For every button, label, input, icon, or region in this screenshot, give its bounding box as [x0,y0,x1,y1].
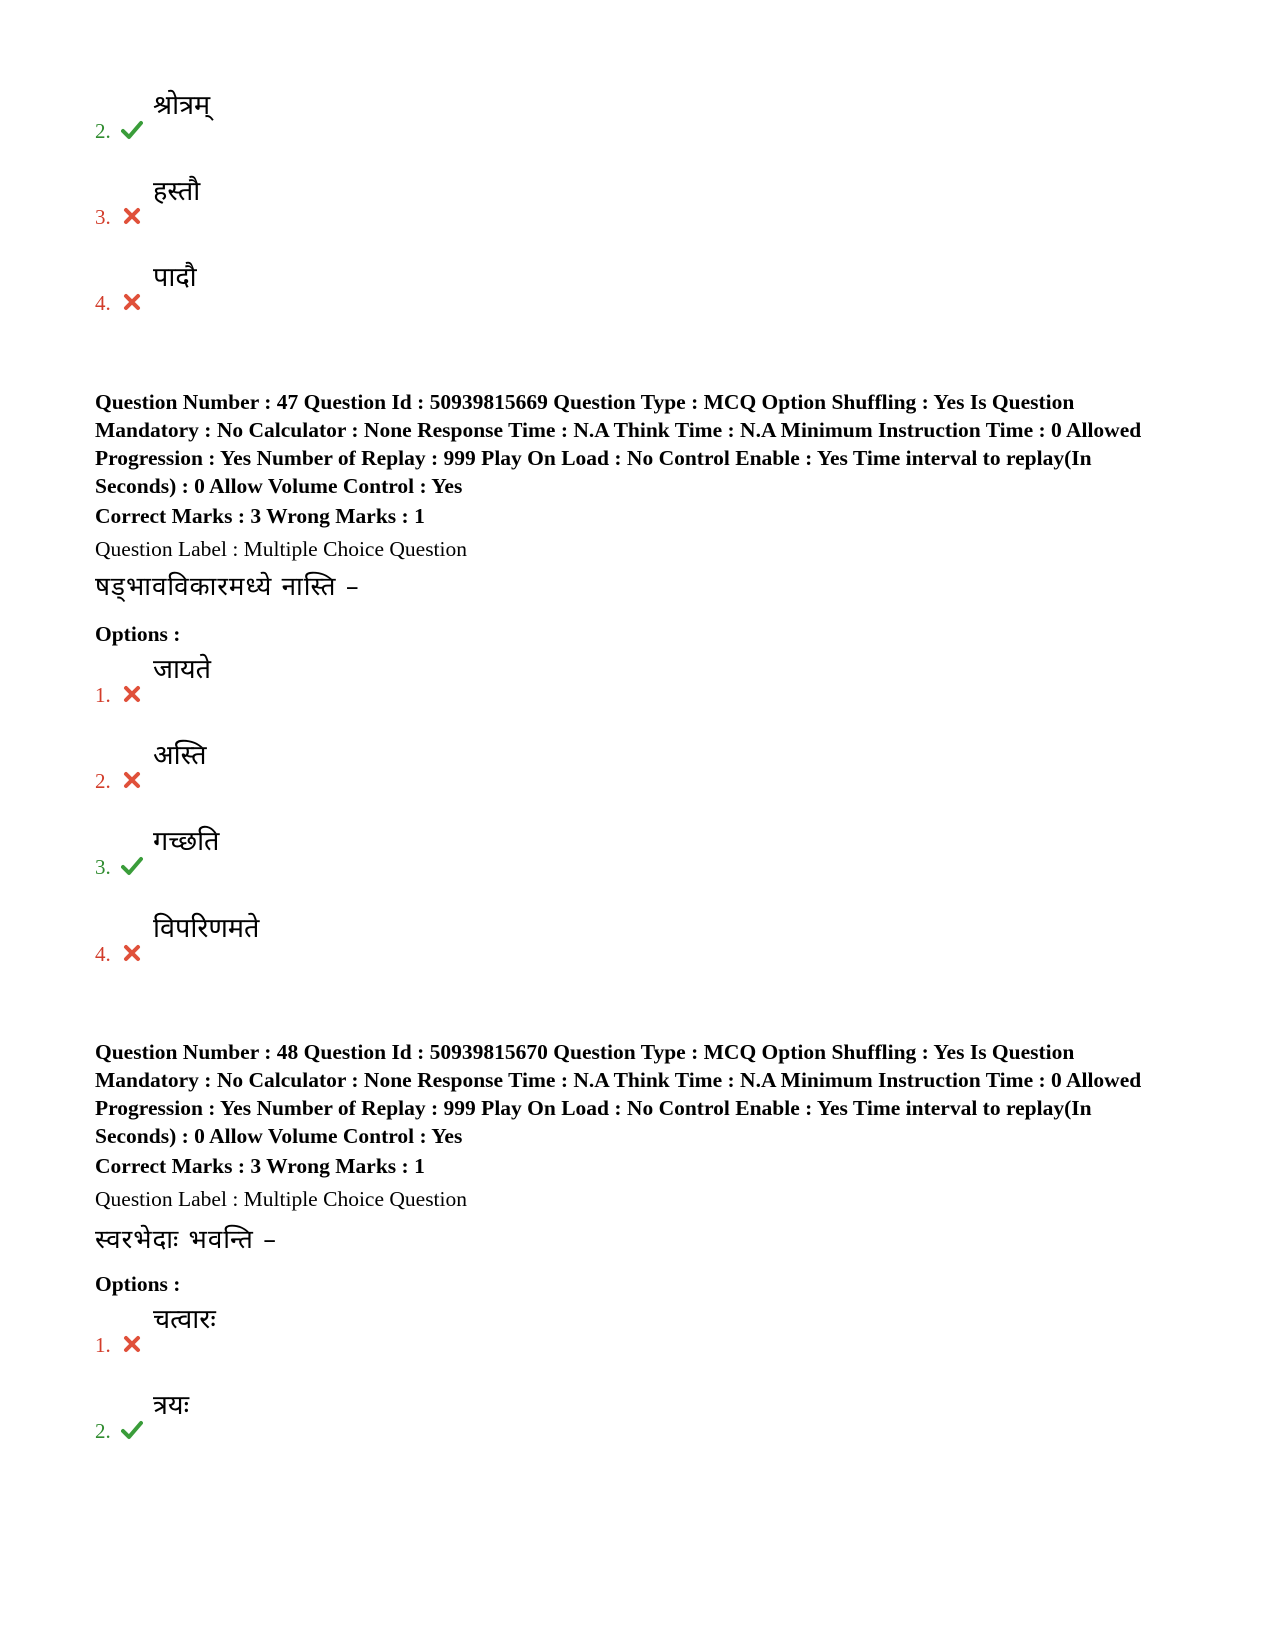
option-number: 1. [95,683,111,707]
option-number: 2. [95,769,111,793]
option-number: 2. [95,1419,111,1443]
option-text: त्रयः [153,1390,190,1421]
option-row [95,905,795,965]
correct-check-icon [121,120,143,140]
option-row [95,1382,795,1442]
option-number: 4. [95,291,111,315]
option-row [95,168,795,228]
wrong-cross-icon [121,1334,143,1354]
wrong-cross-icon [121,943,143,963]
wrong-cross-icon [121,292,143,312]
wrong-cross-icon [121,206,143,226]
wrong-cross-icon [121,770,143,790]
question-47-marks: Correct Marks : 3 Wrong Marks : 1 [95,504,425,528]
option-number: 4. [95,942,111,966]
option-row [95,1296,795,1356]
option-text: श्रोत्रम् [153,90,211,121]
question-48-options-heading: Options : [95,1272,181,1296]
question-48-label: Question Label : Multiple Choice Question [95,1187,468,1211]
option-row [95,732,795,792]
option-row [95,82,795,142]
wrong-cross-icon [121,684,143,704]
option-row [95,254,795,314]
option-number: 1. [95,1333,111,1357]
correct-check-icon [121,1420,143,1440]
option-number: 2. [95,119,111,143]
option-number: 3. [95,205,111,229]
question-47-meta: Question Number : 47 Question Id : 50939815669 Question Type : MCQ Option Shuffling : Yes Is Question Mandatory : No Calculator : None Response Time : N.A Think Time : N.A Minimum Instruction Time : 0 Allowed Progression : Yes Number of Replay : 999 Play On Load : No Control Enable : Yes Time interval to replay(In Seconds) : 0 Allow Volume Control : Yes [95,390,1142,498]
option-text: विपरिणमते [153,913,260,944]
correct-check-icon [121,856,143,876]
question-48-text: स्वरभेदाः भवन्ति – [95,1225,278,1255]
question-48-meta: Question Number : 48 Question Id : 50939815670 Question Type : MCQ Option Shuffling : Yes Is Question Mandatory : No Calculator : None Response Time : N.A Think Time : N.A Minimum Instruction Time : 0 Allowed Progression : Yes Number of Replay : 999 Play On Load : No Control Enable : Yes Time interval to replay(In Seconds) : 0 Allow Volume Control : Yes [95,1040,1142,1148]
option-text: गच्छति [153,826,220,857]
option-row [95,818,795,878]
question-47-text: षड्भावविकारमध्ये नास्ति – [95,572,360,602]
option-text: जायते [153,654,212,685]
option-text: चत्वारः [153,1304,216,1335]
option-text: पादौ [153,262,197,293]
question-47-options-heading: Options : [95,622,181,646]
question-48-marks: Correct Marks : 3 Wrong Marks : 1 [95,1154,425,1178]
option-text: अस्ति [153,740,207,771]
option-number: 3. [95,855,111,879]
question-47-label: Question Label : Multiple Choice Question [95,537,468,561]
option-text: हस्तौ [153,176,201,207]
option-row [95,646,795,706]
